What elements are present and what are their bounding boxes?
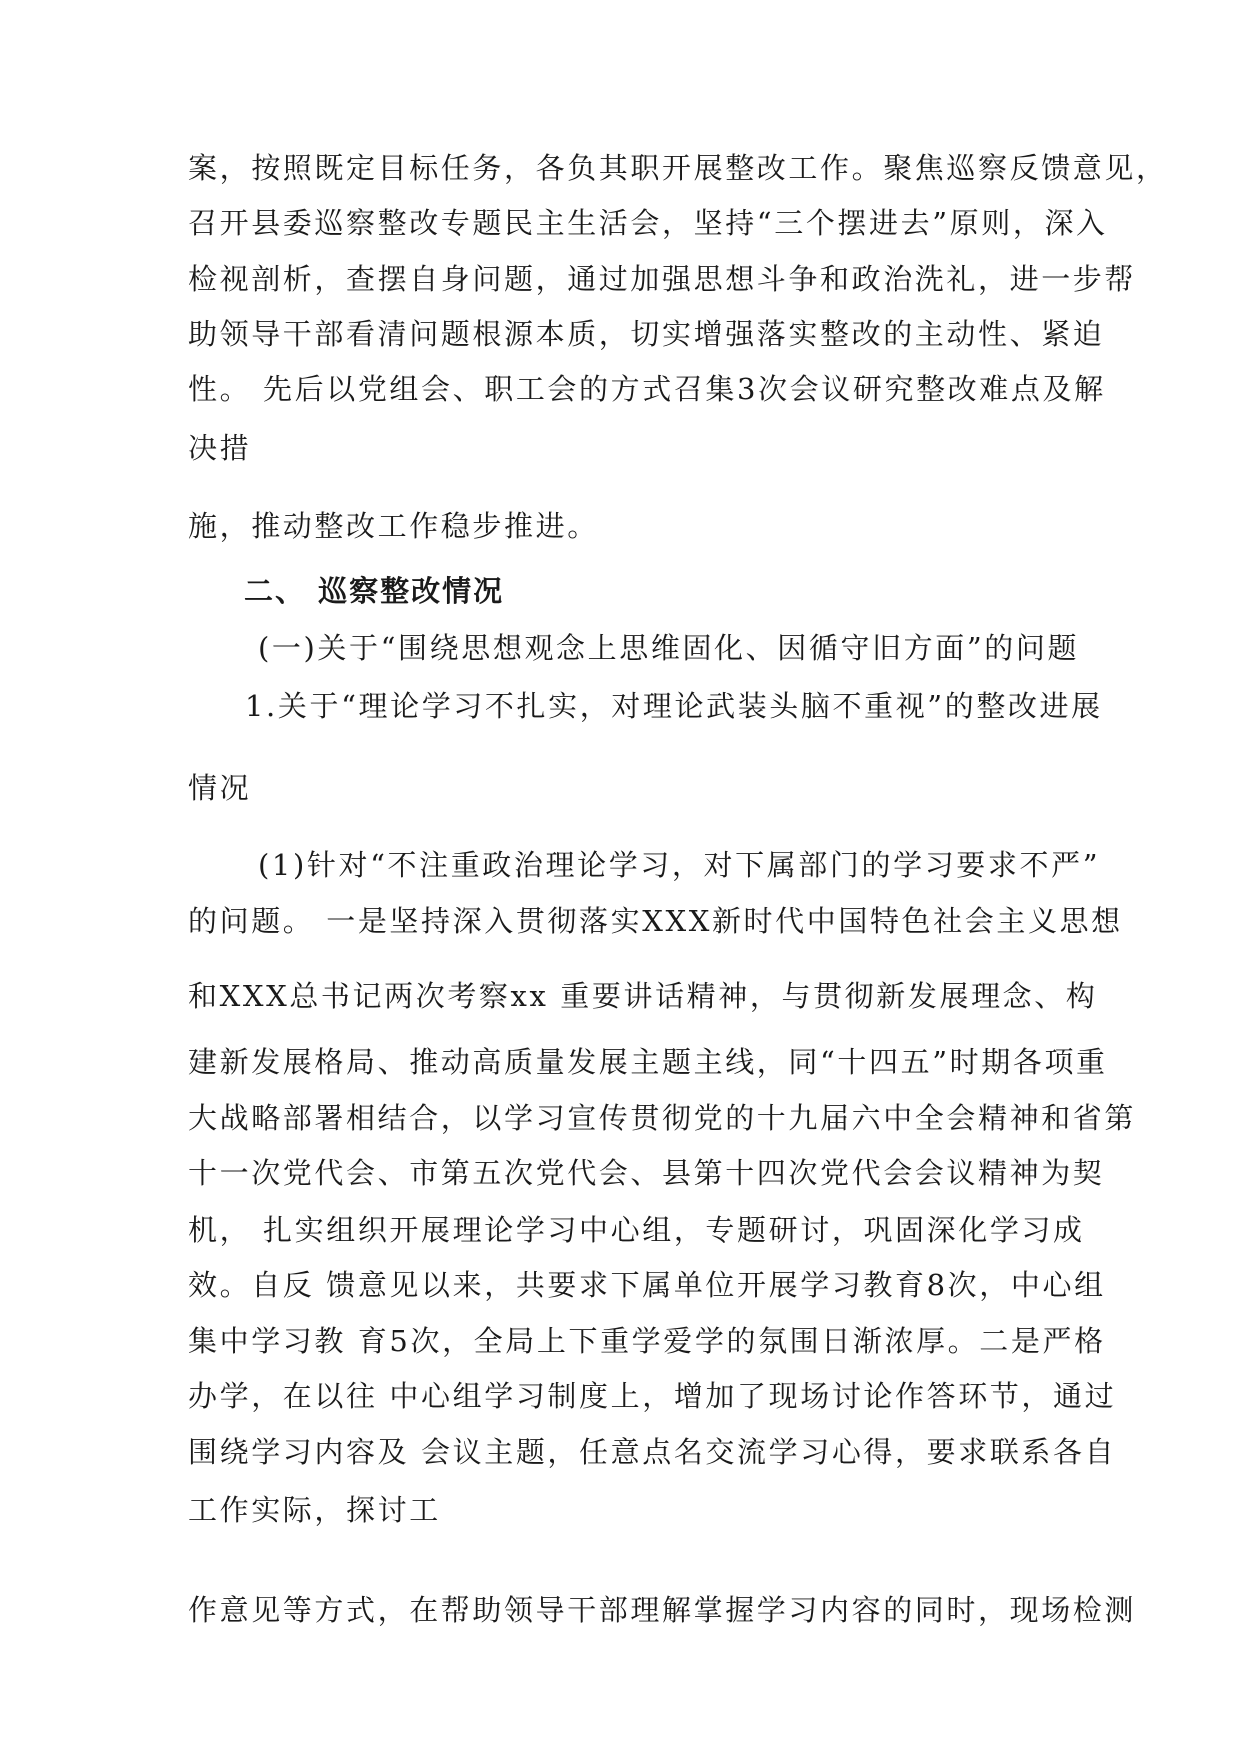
body-text-line: 召开县委巡察整改专题民主生活会，坚持“三个摆进去”原则，深入 <box>188 206 1108 240</box>
body-text-line: 集中学习教 育5次，全局上下重学爱学的氛围日渐浓厚。二是严格 <box>188 1324 1106 1358</box>
body-text-line: 机， 扎实组织开展理论学习中心组，专题研讨，巩固深化学习成 <box>188 1213 1085 1247</box>
subsection-heading: (一)关于“围绕思想观念上思维固化、因循守旧方面”的问题 <box>258 631 1080 665</box>
sub-item-heading: (1)针对“不注重政治理论学习，对下属部门的学习要求不严” <box>258 848 1101 882</box>
body-text-line: 情况 <box>188 771 252 805</box>
body-text-line: 十一次党代会、市第五次党代会、县第十四次党代会会议精神为契 <box>188 1156 1105 1190</box>
body-text-line: 的问题。 一是坚持深入贯彻落实XXX新时代中国特色社会主义思想 <box>188 904 1123 938</box>
body-text-line: 决措 <box>188 431 252 465</box>
body-text-line: 施，推动整改工作稳步推进。 <box>188 509 599 543</box>
item-heading: 1.关于“理论学习不扎实，对理论武装头脑不重视”的整改进展 <box>245 689 1103 723</box>
body-text-line: 效。自反 馈意见以来，共要求下属单位开展学习教育8次，中心组 <box>188 1268 1106 1302</box>
section-heading: 二、 巡察整改情况 <box>244 574 505 608</box>
body-text-line: 办学，在以往 中心组学习制度上，增加了现场讨论作答环节，通过 <box>188 1379 1117 1413</box>
body-text-line: 建新发展格局、推动高质量发展主题主线，同“十四五”时期各项重 <box>188 1045 1108 1079</box>
body-text-line: 作意见等方式，在帮助领导干部理解掌握学习内容的同时，现场检测 <box>188 1593 1137 1627</box>
body-text-line: 助领导干部看清问题根源本质，切实增强落实整改的主动性、紧迫 <box>188 317 1105 351</box>
body-text-line: 检视剖析，查摆自身问题，通过加强思想斗争和政治洗礼，进一步帮 <box>188 262 1137 296</box>
body-text-line: 案，按照既定目标任务，各负其职开展整改工作。聚焦巡察反馈意见， <box>188 151 1168 185</box>
body-text-line: 和XXX总书记两次考察xx 重要讲话精神，与贯彻新发展理念、构 <box>188 979 1098 1013</box>
body-text-line: 工作实际，探讨工 <box>188 1493 441 1527</box>
body-text-line: 围绕学习内容及 会议主题，任意点名交流学习心得，要求联系各自 <box>188 1435 1117 1469</box>
body-text-line: 大战略部署相结合，以学习宣传贯彻党的十九届六中全会精神和省第 <box>188 1101 1137 1135</box>
body-text-line: 性。 先后以党组会、职工会的方式召集3次会议研究整改难点及解 <box>188 372 1106 406</box>
